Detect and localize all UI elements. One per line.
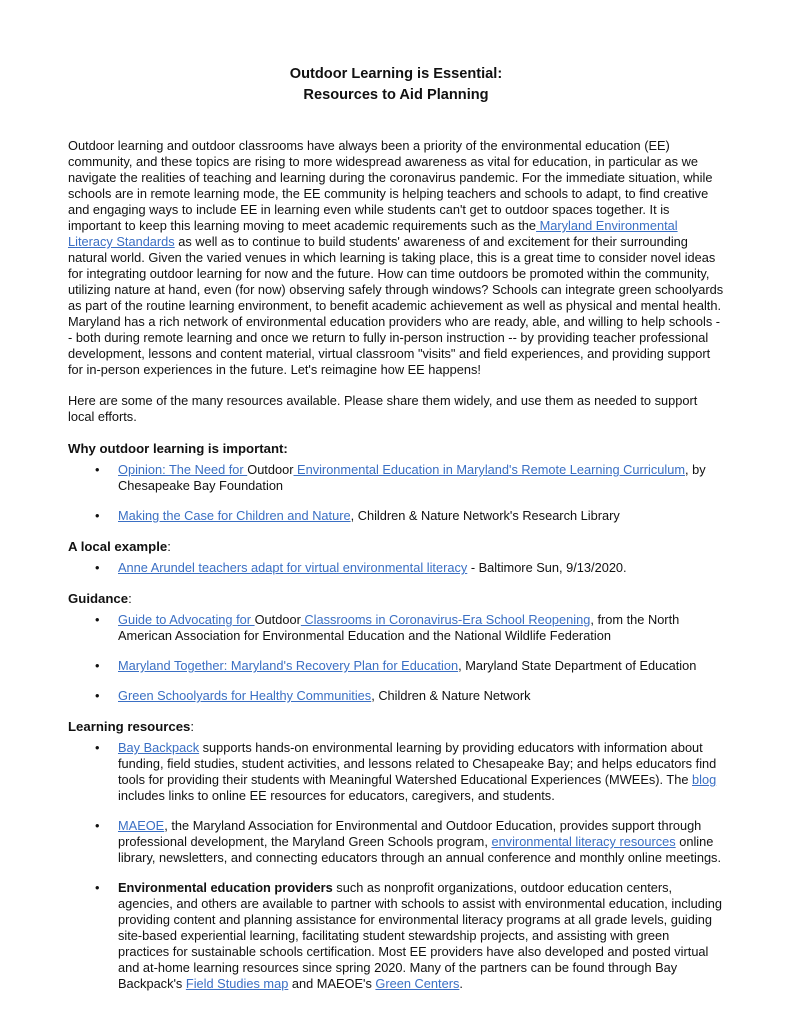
list-item-text <box>118 740 724 804</box>
link-maryland-environmental-literacy-standards[interactable]: Maryland Environmental Literacy Standards <box>68 218 678 249</box>
bullet-icon: • <box>95 658 100 673</box>
link-making-the-case-for-children-and[interactable]: Making the Case for Children and Nature <box>118 508 351 523</box>
bullet-icon: • <box>95 880 100 895</box>
text-run: , the Maryland Association for Environmental and Outdoor Education, provides support through professional development, the Maryland Green Schools program, <box>118 818 702 849</box>
bullet-list <box>68 560 724 576</box>
paragraph <box>68 138 724 378</box>
link-maeoe[interactable]: MAEOE <box>118 818 165 833</box>
list-item-text <box>118 688 724 704</box>
text-run: Here are some of the many resources available. Please share them widely, and use them as needed to support local efforts. <box>68 393 698 424</box>
text-run: such as nonprofit organizations, outdoor education centers, agencies, and others are available to partner with schools to assist with environmental education, including providing content and planning assistance for environmental literacy programs at all grade levels, guiding site-based experiential learning, facilitating student stewardship projects, and assisting with green practices for sustainable schools certification. Most EE providers have also developed and posted virtual and at-home learning resources since spring 2020. Many of the partners can be found through Bay Backpack's <box>118 880 722 991</box>
list-item <box>68 560 724 576</box>
bullet-icon: • <box>95 508 100 523</box>
bullet-icon: • <box>95 740 100 755</box>
text-run: online library, newsletters, and connecting educators through an annual conference and monthly online meetings. <box>118 834 722 865</box>
bullet-list <box>68 462 724 524</box>
text-run: Outdoor <box>254 612 301 627</box>
text-run: : <box>128 591 132 606</box>
bullet-icon: • <box>95 612 100 627</box>
link-green-schoolyards-for-healthy-communities[interactable]: Green Schoolyards for Healthy Communities <box>118 688 372 703</box>
section-heading <box>68 440 724 457</box>
bullet-icon: • <box>95 818 100 833</box>
section-heading <box>68 538 724 555</box>
text-run: - Baltimore Sun, 9/13/2020. <box>467 560 627 575</box>
section-heading <box>68 590 724 607</box>
list-item <box>68 658 724 674</box>
list-item-text <box>118 508 724 524</box>
paragraph <box>68 393 724 425</box>
list-item <box>68 818 724 866</box>
text-run: Outdoor <box>247 462 294 477</box>
bullet-list <box>68 740 724 992</box>
link-opinion-the-need-for[interactable]: Opinion: The Need for <box>118 462 248 477</box>
text-run: : <box>167 539 171 554</box>
link-bay-backpack[interactable]: Bay Backpack <box>118 740 200 755</box>
list-item-text <box>118 818 724 866</box>
bold-text-run: Why outdoor learning is important: <box>68 441 288 456</box>
bold-text-run: Environmental education providers <box>118 880 333 895</box>
list-item <box>68 880 724 992</box>
bullet-icon: • <box>95 462 100 477</box>
text-run: : <box>190 719 195 734</box>
bullet-list <box>68 612 724 704</box>
text-run: , Children & Nature Network's Research Library <box>350 508 620 523</box>
link-classrooms-in-coronavirus-era-school-reopening[interactable]: Classrooms in Coronavirus-Era School Reopening <box>300 612 591 627</box>
text-run: supports hands-on environmental learning by providing educators with information about funding, field studies, student activities, and lessons related to Chesapeake Bay; and helps educators find tools for providing their students with Meaningful Watershed Educational Experiences (MWEEs). The <box>118 740 717 787</box>
title-line-1: Outdoor Learning is Essential: <box>289 66 503 82</box>
bold-text-run: A local example <box>68 539 168 554</box>
text-run: Outdoor learning and outdoor classrooms have always been a priority of the environmental education (EE) community, and these topics are rising to more widespread awareness as vital for education, in particular as we navigate the realities of teaching and learning during the coronavirus pandemic. For the immediate situation, while schools are in remote learning mode, the EE community is helping teachers and schools to adapt, to find creative and engaging ways to include EE in learning even while students can't get to outdoor spaces together. It is important to keep this learning moving to meet academic requirements such as the <box>68 138 713 233</box>
link-blog[interactable]: blog <box>692 772 717 787</box>
list-item <box>68 462 724 494</box>
title-line-2: Resources to Aid Planning <box>303 87 489 103</box>
text-run: as well as to continue to build students' awareness of and excitement for their surrounding natural world. Given the varied venues in which learning is taking place, this is a great time to consider novel ideas for integrating outdoor learning for now and the future. How can time outdoors be promoted within the community, utilizing nature at hand, even (for now) observing safely through windows? Schools can integrate green schoolyards as part of the routine learning environment, to benefit academic achievement as well as physical and mental health. Maryland has a rich network of environmental education providers who are ready, able, and willing to help schools -- both during remote learning and once we return to fully in-person instruction -- by providing teacher professional development, lessons and content material, virtual classroom "visits" and field experiences, and providing support for in-person experiences in the future. Let's reimagine how EE happens! <box>68 234 724 377</box>
list-item-text <box>118 880 724 992</box>
section-heading <box>68 718 724 735</box>
bullet-icon: • <box>95 560 100 575</box>
list-item-text <box>118 658 724 674</box>
link-green-centers[interactable]: Green Centers <box>375 976 460 991</box>
link-anne-arundel-teachers-adapt-for-virtual[interactable]: Anne Arundel teachers adapt for virtual environmental literacy <box>118 560 468 575</box>
document-title <box>68 64 724 106</box>
list-item <box>68 612 724 644</box>
text-run: , Maryland State Department of Education <box>458 658 697 673</box>
list-item <box>68 508 724 524</box>
list-item <box>68 688 724 704</box>
link-environmental-literacy-resources[interactable]: environmental literacy resources <box>491 834 676 849</box>
bullet-icon: • <box>95 688 100 703</box>
link-guide-to-advocating-for[interactable]: Guide to Advocating for <box>118 612 255 627</box>
text-run: . <box>459 976 463 991</box>
document-body <box>68 138 724 992</box>
list-item-text <box>118 462 724 494</box>
text-run: includes links to online EE resources for educators, caregivers, and students. <box>118 788 555 803</box>
text-run: and MAEOE's <box>288 976 376 991</box>
text-run: , Children & Nature Network <box>371 688 531 703</box>
list-item-text <box>118 560 724 576</box>
list-item <box>68 740 724 804</box>
link-maryland-together-maryland-s-recovery-plan[interactable]: Maryland Together: Maryland's Recovery Plan for Education <box>118 658 459 673</box>
link-environmental-education-in-maryland-s-remote[interactable]: Environmental Education in Maryland's Remote Learning Curriculum <box>293 462 685 477</box>
list-item-text <box>118 612 724 644</box>
bold-text-run: Learning resources <box>68 719 191 734</box>
link-field-studies-map[interactable]: Field Studies map <box>185 976 289 991</box>
bold-text-run: Guidance <box>68 591 129 606</box>
text-run: , from the North American Association for Environmental Education and the National Wildlife Federation <box>118 612 680 643</box>
text-run: , by Chesapeake Bay Foundation <box>118 462 706 493</box>
